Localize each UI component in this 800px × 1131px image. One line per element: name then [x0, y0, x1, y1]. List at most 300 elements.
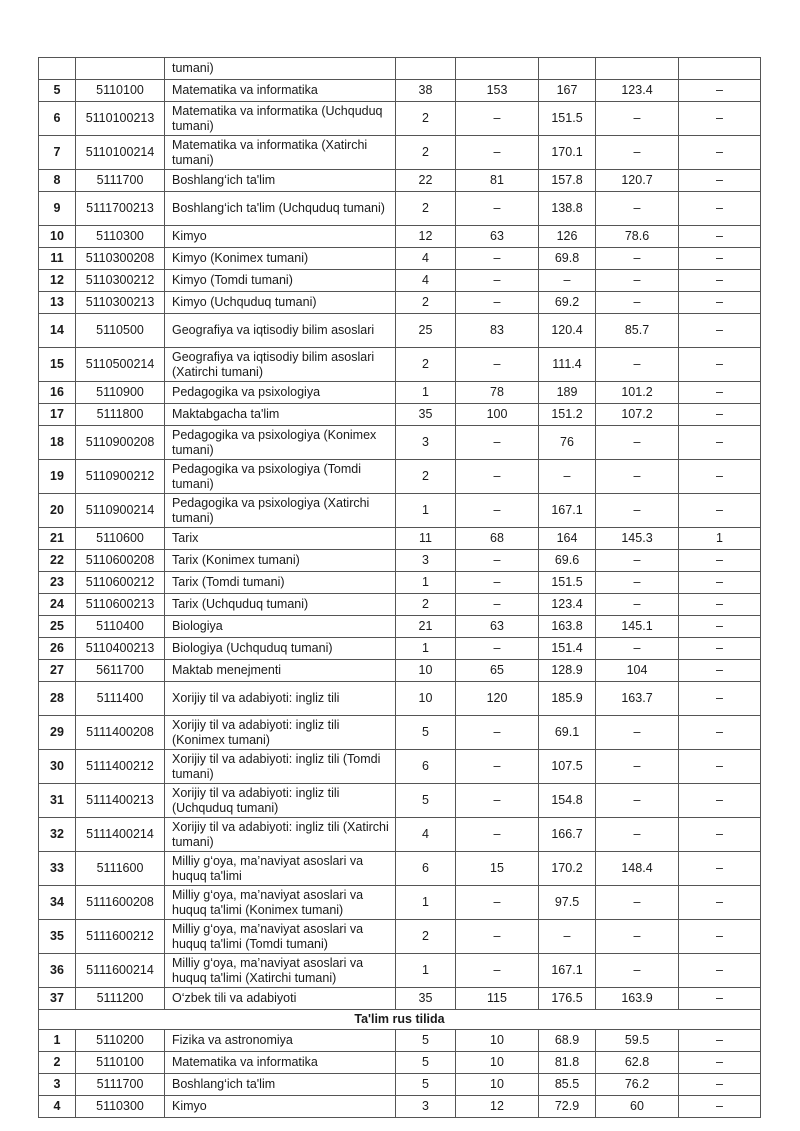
extra-count: – — [679, 920, 761, 954]
applicants-count: – — [456, 638, 539, 660]
quota-count: 10 — [396, 660, 456, 682]
specialty-name: Pedagogika va psixologiya — [165, 382, 396, 404]
specialty-name: Tarix (Uchquduq tumani) — [165, 594, 396, 616]
row-number: 33 — [39, 852, 76, 886]
applicants-count: 115 — [456, 988, 539, 1010]
max-score: 69.1 — [539, 716, 596, 750]
specialty-name: Matematika va informatika — [165, 1052, 396, 1074]
max-score: 126 — [539, 226, 596, 248]
applicants-count: 78 — [456, 382, 539, 404]
specialty-code: 5110500214 — [76, 348, 165, 382]
quota-count: 2 — [396, 136, 456, 170]
specialty-code: 5111400 — [76, 682, 165, 716]
quota-count: 11 — [396, 528, 456, 550]
max-score: 69.2 — [539, 292, 596, 314]
specialty-code: 5110300 — [76, 1096, 165, 1118]
row-number: 1 — [39, 1030, 76, 1052]
admission-quota-table — [38, 57, 761, 1118]
row-number: 14 — [39, 314, 76, 348]
applicants-count: – — [456, 348, 539, 382]
table-row — [39, 1096, 761, 1118]
specialty-code: 5110500 — [76, 314, 165, 348]
max-score: 111.4 — [539, 348, 596, 382]
table-row — [39, 572, 761, 594]
continuation-text: tumani) — [165, 58, 396, 80]
max-score: 157.8 — [539, 170, 596, 192]
specialty-code: 5111700 — [76, 1074, 165, 1096]
applicants-count: – — [456, 572, 539, 594]
quota-count: 6 — [396, 750, 456, 784]
min-score: – — [596, 192, 679, 226]
table-row — [39, 920, 761, 954]
applicants-count: – — [456, 494, 539, 528]
applicants-count: – — [456, 102, 539, 136]
specialty-code: 5111700213 — [76, 192, 165, 226]
row-number: 28 — [39, 682, 76, 716]
specialty-name: Matematika va informatika (Xatirchi tumani) — [165, 136, 396, 170]
specialty-code: 5111600212 — [76, 920, 165, 954]
applicants-count: – — [456, 784, 539, 818]
quota-count: 2 — [396, 102, 456, 136]
row-number: 34 — [39, 886, 76, 920]
specialty-code: 5111700 — [76, 170, 165, 192]
max-score: 85.5 — [539, 1074, 596, 1096]
quota-count: 10 — [396, 682, 456, 716]
max-score: 120.4 — [539, 314, 596, 348]
applicants-count: 10 — [456, 1052, 539, 1074]
specialty-code: 5110900212 — [76, 460, 165, 494]
min-score: 85.7 — [596, 314, 679, 348]
extra-count: – — [679, 404, 761, 426]
specialty-code: 5110300212 — [76, 270, 165, 292]
applicants-count: – — [456, 716, 539, 750]
table-row — [39, 226, 761, 248]
extra-count: – — [679, 170, 761, 192]
table-row — [39, 102, 761, 136]
applicants-count: – — [456, 594, 539, 616]
max-score: 69.6 — [539, 550, 596, 572]
max-score: 167 — [539, 80, 596, 102]
extra-count: – — [679, 716, 761, 750]
specialty-code: 5111800 — [76, 404, 165, 426]
specialty-name: Xorijiy til va adabiyoti: ingliz tili (Konimex tumani) — [165, 716, 396, 750]
quota-count: 2 — [396, 192, 456, 226]
max-score: 76 — [539, 426, 596, 460]
quota-count: 3 — [396, 1096, 456, 1118]
min-score: – — [596, 572, 679, 594]
specialty-name: Milliy g‘oya, ma’naviyat asoslari va huquq ta'limi (Konimex tumani) — [165, 886, 396, 920]
specialty-code: 5110100 — [76, 80, 165, 102]
specialty-code: 5110600208 — [76, 550, 165, 572]
applicants-count: – — [456, 192, 539, 226]
specialty-name: Kimyo (Uchquduq tumani) — [165, 292, 396, 314]
max-score: 170.1 — [539, 136, 596, 170]
table-row — [39, 348, 761, 382]
specialty-name: Xorijiy til va adabiyoti: ingliz tili (Tomdi tumani) — [165, 750, 396, 784]
table-row — [39, 170, 761, 192]
applicants-count: 153 — [456, 80, 539, 102]
specialty-name: Xorijiy til va adabiyoti: ingliz tili (Uchquduq tumani) — [165, 784, 396, 818]
row-number: 2 — [39, 1052, 76, 1074]
extra-count: – — [679, 102, 761, 136]
applicants-count: – — [456, 270, 539, 292]
row-number: 30 — [39, 750, 76, 784]
max-score: – — [539, 920, 596, 954]
specialty-name: Pedagogika va psixologiya (Tomdi tumani) — [165, 460, 396, 494]
quota-count: 2 — [396, 460, 456, 494]
row-number: 15 — [39, 348, 76, 382]
row-number: 7 — [39, 136, 76, 170]
extra-count: – — [679, 1030, 761, 1052]
row-number: 5 — [39, 80, 76, 102]
table-row — [39, 954, 761, 988]
extra-count: – — [679, 572, 761, 594]
extra-count: – — [679, 1096, 761, 1118]
max-score: 176.5 — [539, 988, 596, 1010]
specialty-name: Kimyo (Konimex tumani) — [165, 248, 396, 270]
row-number: 17 — [39, 404, 76, 426]
table-row — [39, 426, 761, 460]
min-score: 145.1 — [596, 616, 679, 638]
table-row — [39, 136, 761, 170]
min-score: 78.6 — [596, 226, 679, 248]
extra-count: – — [679, 1052, 761, 1074]
table-row — [39, 292, 761, 314]
quota-count: 38 — [396, 80, 456, 102]
applicants-count: – — [456, 886, 539, 920]
extra-count: – — [679, 750, 761, 784]
min-score: – — [596, 784, 679, 818]
row-number: 13 — [39, 292, 76, 314]
specialty-code: 5111600214 — [76, 954, 165, 988]
max-score: 81.8 — [539, 1052, 596, 1074]
row-number: 35 — [39, 920, 76, 954]
table-row — [39, 494, 761, 528]
applicants-count: 63 — [456, 616, 539, 638]
quota-count: 22 — [396, 170, 456, 192]
table-row — [39, 460, 761, 494]
table-row — [39, 1074, 761, 1096]
specialty-code: 5111600 — [76, 852, 165, 886]
max-score: 72.9 — [539, 1096, 596, 1118]
min-score: 104 — [596, 660, 679, 682]
min-score: – — [596, 270, 679, 292]
row-number: 27 — [39, 660, 76, 682]
min-score: – — [596, 248, 679, 270]
extra-count: – — [679, 594, 761, 616]
quota-count: 35 — [396, 988, 456, 1010]
min-score: – — [596, 102, 679, 136]
applicants-count: 120 — [456, 682, 539, 716]
min-score: 60 — [596, 1096, 679, 1118]
extra-count: – — [679, 616, 761, 638]
max-score: 68.9 — [539, 1030, 596, 1052]
specialty-name: Boshlang‘ich ta'lim — [165, 170, 396, 192]
extra-count: – — [679, 292, 761, 314]
quota-count: 3 — [396, 426, 456, 460]
min-score: 148.4 — [596, 852, 679, 886]
quota-count: 1 — [396, 954, 456, 988]
specialty-code: 5110100 — [76, 1052, 165, 1074]
table-row — [39, 616, 761, 638]
specialty-code: 5110300 — [76, 226, 165, 248]
min-score: 62.8 — [596, 1052, 679, 1074]
row-number: 9 — [39, 192, 76, 226]
table-row — [39, 852, 761, 886]
applicants-count: 12 — [456, 1096, 539, 1118]
table-row — [39, 270, 761, 292]
quota-count: 3 — [396, 550, 456, 572]
applicants-count: – — [456, 292, 539, 314]
specialty-name: Biologiya — [165, 616, 396, 638]
specialty-code: 5111600208 — [76, 886, 165, 920]
specialty-code: 5110600212 — [76, 572, 165, 594]
row-number: 10 — [39, 226, 76, 248]
table-row — [39, 1052, 761, 1074]
table-row — [39, 550, 761, 572]
min-score: – — [596, 886, 679, 920]
min-score: – — [596, 638, 679, 660]
specialty-code: 5111200 — [76, 988, 165, 1010]
min-score: 163.9 — [596, 988, 679, 1010]
extra-count: – — [679, 192, 761, 226]
max-score: 69.8 — [539, 248, 596, 270]
applicants-count: 10 — [456, 1074, 539, 1096]
row-number: 32 — [39, 818, 76, 852]
row-number: 11 — [39, 248, 76, 270]
extra-count: – — [679, 348, 761, 382]
quota-count: 35 — [396, 404, 456, 426]
max-score: 167.1 — [539, 494, 596, 528]
table-row — [39, 784, 761, 818]
extra-count: – — [679, 494, 761, 528]
min-score: – — [596, 818, 679, 852]
specialty-name: Geografiya va iqtisodiy bilim asoslari (Xatirchi tumani) — [165, 348, 396, 382]
extra-count: – — [679, 784, 761, 818]
extra-count: 1 — [679, 528, 761, 550]
extra-count: – — [679, 660, 761, 682]
quota-count: 4 — [396, 818, 456, 852]
quota-count: 21 — [396, 616, 456, 638]
applicants-count: – — [456, 920, 539, 954]
extra-count: – — [679, 954, 761, 988]
section-title: Ta'lim rus tilida — [39, 1010, 761, 1030]
specialty-name: Tarix — [165, 528, 396, 550]
quota-count: 1 — [396, 572, 456, 594]
extra-count: – — [679, 852, 761, 886]
specialty-name: Biologiya (Uchquduq tumani) — [165, 638, 396, 660]
max-score: 151.4 — [539, 638, 596, 660]
specialty-code: 5110200 — [76, 1030, 165, 1052]
row-number: 31 — [39, 784, 76, 818]
max-score: 167.1 — [539, 954, 596, 988]
min-score: 120.7 — [596, 170, 679, 192]
quota-count: 1 — [396, 638, 456, 660]
row-number: 24 — [39, 594, 76, 616]
extra-count: – — [679, 818, 761, 852]
min-score: 101.2 — [596, 382, 679, 404]
specialty-name: Pedagogika va psixologiya (Konimex tumani) — [165, 426, 396, 460]
min-score: – — [596, 494, 679, 528]
applicants-count: 83 — [456, 314, 539, 348]
row-number: 18 — [39, 426, 76, 460]
specialty-name: Geografiya va iqtisodiy bilim asoslari — [165, 314, 396, 348]
max-score: 185.9 — [539, 682, 596, 716]
specialty-name: Pedagogika va psixologiya (Xatirchi tumani) — [165, 494, 396, 528]
specialty-name: Matematika va informatika — [165, 80, 396, 102]
specialty-name: Maktabgacha ta'lim — [165, 404, 396, 426]
max-score: 107.5 — [539, 750, 596, 784]
specialty-code: 5110100213 — [76, 102, 165, 136]
quota-count: 5 — [396, 1052, 456, 1074]
specialty-name: Xorijiy til va adabiyoti: ingliz tili — [165, 682, 396, 716]
table-row — [39, 638, 761, 660]
table-row — [39, 988, 761, 1010]
specialty-code: 5110600 — [76, 528, 165, 550]
max-score: 170.2 — [539, 852, 596, 886]
applicants-count: – — [456, 460, 539, 494]
row-number: 19 — [39, 460, 76, 494]
max-score: 151.5 — [539, 572, 596, 594]
specialty-name: Tarix (Tomdi tumani) — [165, 572, 396, 594]
extra-count: – — [679, 270, 761, 292]
min-score: – — [596, 136, 679, 170]
table-row — [39, 594, 761, 616]
applicants-count: 68 — [456, 528, 539, 550]
quota-count: 5 — [396, 716, 456, 750]
section-header-row — [39, 1010, 761, 1030]
specialty-code: 5111400208 — [76, 716, 165, 750]
row-number: 36 — [39, 954, 76, 988]
max-score: 166.7 — [539, 818, 596, 852]
specialty-name: Boshlang‘ich ta'lim — [165, 1074, 396, 1096]
min-score: – — [596, 954, 679, 988]
quota-count: 1 — [396, 494, 456, 528]
row-number: 12 — [39, 270, 76, 292]
min-score: 107.2 — [596, 404, 679, 426]
specialty-name: Kimyo — [165, 1096, 396, 1118]
specialty-code: 5110900208 — [76, 426, 165, 460]
specialty-code: 5111400213 — [76, 784, 165, 818]
quota-count: 2 — [396, 292, 456, 314]
extra-count: – — [679, 226, 761, 248]
specialty-name: Milliy g‘oya, ma’naviyat asoslari va huquq ta'limi — [165, 852, 396, 886]
max-score: 151.2 — [539, 404, 596, 426]
applicants-count: – — [456, 248, 539, 270]
quota-count: 1 — [396, 382, 456, 404]
extra-count: – — [679, 136, 761, 170]
row-number: 26 — [39, 638, 76, 660]
min-score: – — [596, 594, 679, 616]
row-number: 37 — [39, 988, 76, 1010]
extra-count: – — [679, 460, 761, 494]
applicants-count: 100 — [456, 404, 539, 426]
applicants-count: 81 — [456, 170, 539, 192]
specialty-code: 5110900214 — [76, 494, 165, 528]
extra-count: – — [679, 1074, 761, 1096]
min-score: 145.3 — [596, 528, 679, 550]
specialty-name: Boshlang‘ich ta'lim (Uchquduq tumani) — [165, 192, 396, 226]
specialty-code: 5110900 — [76, 382, 165, 404]
extra-count: – — [679, 638, 761, 660]
min-score: 163.7 — [596, 682, 679, 716]
max-score: 151.5 — [539, 102, 596, 136]
quota-count: 6 — [396, 852, 456, 886]
table-row — [39, 382, 761, 404]
max-score: 163.8 — [539, 616, 596, 638]
table-row — [39, 248, 761, 270]
max-score: 123.4 — [539, 594, 596, 616]
quota-count: 4 — [396, 248, 456, 270]
table-row — [39, 314, 761, 348]
extra-count: – — [679, 886, 761, 920]
row-number: 25 — [39, 616, 76, 638]
specialty-name: Xorijiy til va adabiyoti: ingliz tili (Xatirchi tumani) — [165, 818, 396, 852]
row-number: 6 — [39, 102, 76, 136]
continuation-row — [39, 58, 761, 80]
applicants-count: 15 — [456, 852, 539, 886]
table-row — [39, 716, 761, 750]
max-score: – — [539, 270, 596, 292]
specialty-code: 5110600213 — [76, 594, 165, 616]
table-row — [39, 404, 761, 426]
row-number: 8 — [39, 170, 76, 192]
specialty-code: 5110400 — [76, 616, 165, 638]
row-number: 20 — [39, 494, 76, 528]
specialty-name: Maktab menejmenti — [165, 660, 396, 682]
extra-count: – — [679, 988, 761, 1010]
max-score: 189 — [539, 382, 596, 404]
specialty-code: 5111400214 — [76, 818, 165, 852]
extra-count: – — [679, 382, 761, 404]
min-score: – — [596, 920, 679, 954]
specialty-name: Matematika va informatika (Uchquduq tumani) — [165, 102, 396, 136]
quota-count: 5 — [396, 1030, 456, 1052]
specialty-name: O‘zbek tili va adabiyoti — [165, 988, 396, 1010]
max-score: 154.8 — [539, 784, 596, 818]
min-score: 123.4 — [596, 80, 679, 102]
extra-count: – — [679, 314, 761, 348]
quota-count: 5 — [396, 1074, 456, 1096]
applicants-count: – — [456, 818, 539, 852]
table-row — [39, 192, 761, 226]
min-score: – — [596, 348, 679, 382]
min-score: 76.2 — [596, 1074, 679, 1096]
row-number: 21 — [39, 528, 76, 550]
min-score: – — [596, 750, 679, 784]
applicants-count: – — [456, 550, 539, 572]
min-score: – — [596, 716, 679, 750]
quota-count: 12 — [396, 226, 456, 248]
min-score: – — [596, 460, 679, 494]
table-row — [39, 818, 761, 852]
specialty-name: Milliy g‘oya, ma’naviyat asoslari va huquq ta'limi (Xatirchi tumani) — [165, 954, 396, 988]
extra-count: – — [679, 80, 761, 102]
table-row — [39, 886, 761, 920]
quota-count: 2 — [396, 920, 456, 954]
specialty-name: Fizika va astronomiya — [165, 1030, 396, 1052]
quota-count: 1 — [396, 886, 456, 920]
max-score: 164 — [539, 528, 596, 550]
row-number: 4 — [39, 1096, 76, 1118]
extra-count: – — [679, 248, 761, 270]
applicants-count: – — [456, 750, 539, 784]
specialty-name: Kimyo — [165, 226, 396, 248]
specialty-code: 5611700 — [76, 660, 165, 682]
min-score: – — [596, 426, 679, 460]
quota-count: 25 — [396, 314, 456, 348]
specialty-name: Milliy g‘oya, ma’naviyat asoslari va huquq ta'limi (Tomdi tumani) — [165, 920, 396, 954]
